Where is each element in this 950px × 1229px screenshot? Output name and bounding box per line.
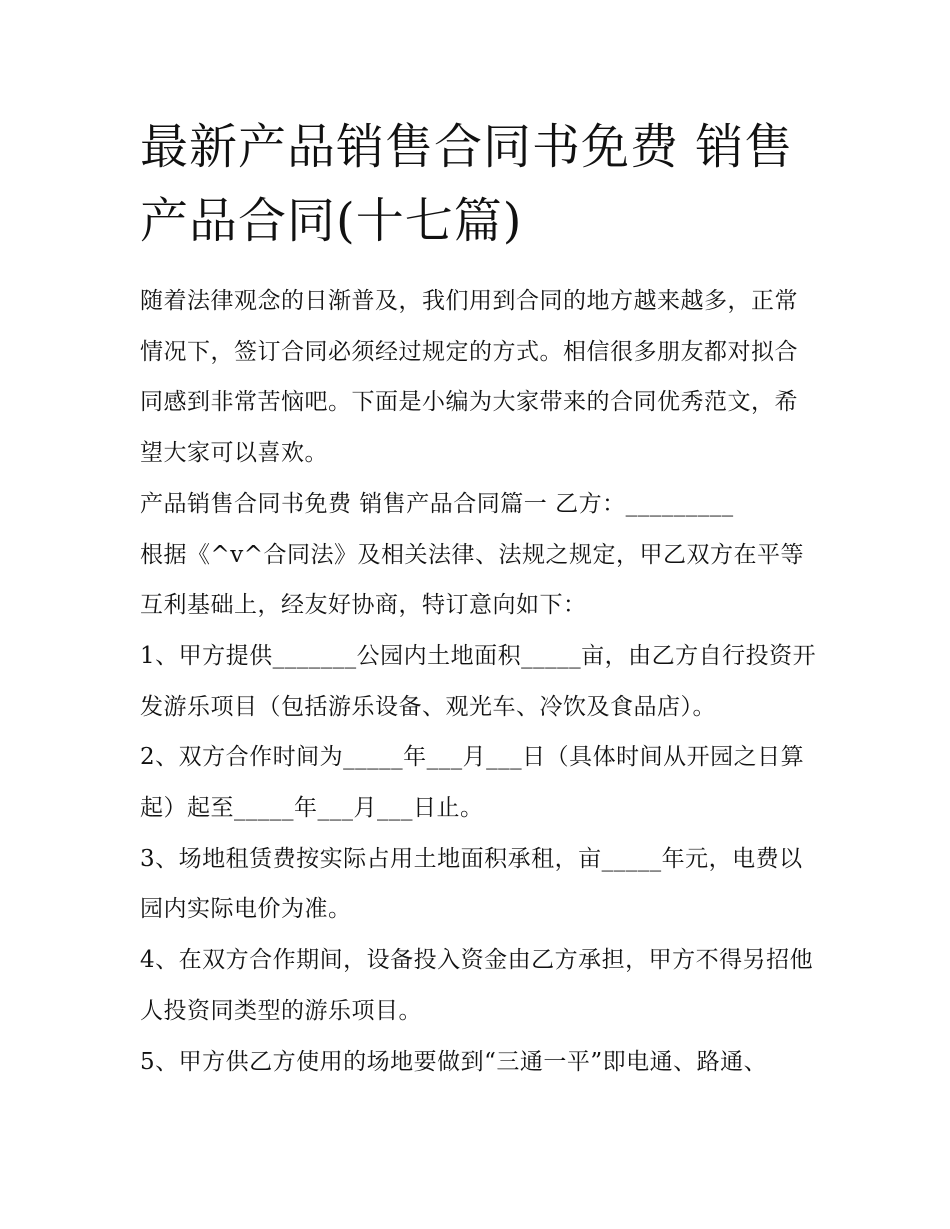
preamble-paragraph: 根据《^v^合同法》及相关法律、法规之规定，甲乙双方在平等互利基础上，经友好协商，特订意向如下： — [140, 541, 805, 619]
clause-2: 2、双方合作时间为_____年___月___日（具体时间从开园之日算起）起至_____年___月___日止。 — [140, 744, 805, 822]
section-heading: 产品销售合同书免费 销售产品合同篇一 乙方：_________ — [140, 490, 734, 517]
clause-1: 1、甲方提供_______公园内土地面积_____亩，由乙方自行投资开发游乐项目（包括游乐设备、观光车、冷饮及食品店）。 — [140, 642, 817, 720]
clause-4: 4、在双方合作期间，设备投入资金由乙方承担，甲方不得另招他人投资同类型的游乐项目。 — [140, 947, 814, 1024]
intro-paragraph: 随着法律观念的日渐普及，我们用到合同的地方越来越多，正常情况下，签订合同必须经过规定的方式。相信很多朋友都对拟合同感到非常苦恼吧。下面是小编为大家带来的合同优秀范文，希望大家可以喜欢。 — [140, 288, 798, 467]
clause-3: 3、场地租赁费按实际占用土地面积承租，亩_____年元，电费以园内实际电价为准。 — [140, 845, 803, 923]
clause-5: 5、甲方供乙方使用的场地要做到“三通一平”即电通、路通、 — [140, 1048, 768, 1075]
document-title: 最新产品销售合同书免费 销售产品合同(十七篇) — [140, 119, 794, 249]
document-body — [140, 276, 820, 1087]
